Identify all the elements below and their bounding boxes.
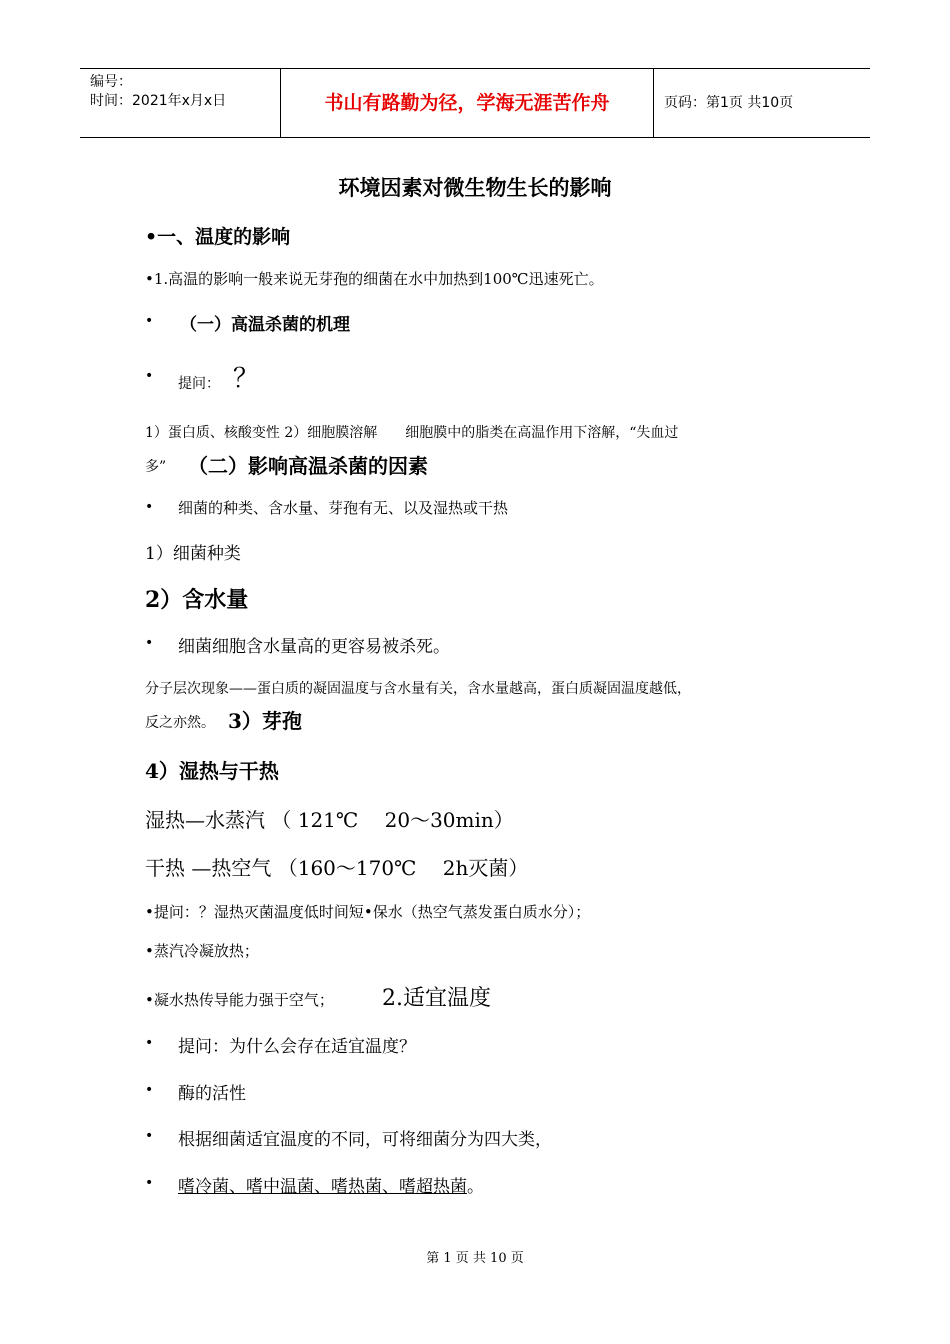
enzyme-activity: 酶的活性 [178, 1084, 246, 1104]
bacteria-types-list: 嗜冷菌、嗜中温菌、嗜热菌、嗜超热菌 [178, 1177, 467, 1197]
water-conduction: •凝水热传导能力强于空气； [145, 991, 334, 1009]
subheading-factors: （二）影响高温杀菌的因素 [188, 454, 428, 478]
question-moist-heat: •提问：？湿热灭菌温度低时间短•保水（热空气蒸发蛋白质水分）； [145, 903, 591, 921]
dry-heat-line: 干热 —热空气 （160～170℃ 2h灭菌） [145, 856, 529, 880]
classification-text: 根据细菌适宜温度的不同，可将细菌分为四大类， [178, 1130, 552, 1150]
paragraph-mechanism-cont: 多” [145, 459, 167, 475]
question-mark: ？ [233, 364, 260, 394]
factor-species: 1）细菌种类 [145, 544, 241, 564]
bullet-icon: • [145, 1082, 154, 1098]
bullet-icon: • [145, 368, 154, 384]
time-label: 时间：2021年x月x日 [90, 93, 227, 109]
paragraph-molecular-cont: 反之亦然。 [145, 715, 215, 731]
moist-heat-line: 湿热—水蒸汽 （ 121℃ 20～30min） [145, 808, 514, 832]
paragraph-water: 细菌细胞含水量高的更容易被杀死。 [178, 637, 450, 657]
bullet-icon: • [145, 499, 154, 515]
code-label: 编号： [90, 74, 132, 90]
factor-water-content: 2）含水量 [145, 587, 249, 613]
bullet-icon: • [145, 635, 154, 651]
header-meta-cell [80, 69, 281, 137]
question-optimal-temp: 提问：为什么会存在适宜温度？ [178, 1037, 416, 1057]
bullet-icon: • [145, 1035, 154, 1051]
header-motto: 书山有路勤为径，学海无涯苦作舟 [281, 69, 654, 137]
bullet-icon: • [145, 1175, 154, 1191]
header-page-info: 页码：第1页 共10页 [664, 95, 794, 111]
subheading-optimal-temp: 2.适宜温度 [382, 986, 491, 1011]
factor-moist-dry: 4）湿热与干热 [145, 759, 279, 783]
paragraph-molecular: 分子层次现象——蛋白质的凝固温度与含水量有关，含水量越高，蛋白质凝固温度越低， [145, 681, 691, 697]
paragraph-high-temp: •1.高温的影响一般来说无芽孢的细菌在水中加热到100℃迅速死亡。 [145, 270, 604, 288]
document-title: 环境因素对微生物生长的影响 [338, 175, 612, 200]
header-table [80, 68, 870, 138]
bacteria-types-end: 。 [467, 1177, 484, 1197]
factors-list: 细菌的种类、含水量、芽孢有无、以及湿热或干热 [178, 499, 509, 517]
section-heading-temperature: •一、温度的影响 [145, 226, 291, 248]
bullet-icon: • [145, 1128, 154, 1144]
steam-condensation: •蒸汽冷凝放热； [145, 942, 259, 960]
paragraph-mechanism: 1）蛋白质、核酸变性 2）细胞膜溶解 细胞膜中的脂类在高温作用下溶解，“失血过 [145, 425, 679, 441]
bullet-icon: • [145, 313, 154, 329]
factor-spore: 3）芽孢 [228, 709, 302, 733]
page-footer: 第 1 页 共 10 页 [426, 1251, 524, 1266]
subheading-mechanism: （一）高温杀菌的机理 [180, 315, 350, 335]
bacteria-types [178, 1172, 484, 1197]
question-label: 提问： [178, 376, 220, 392]
